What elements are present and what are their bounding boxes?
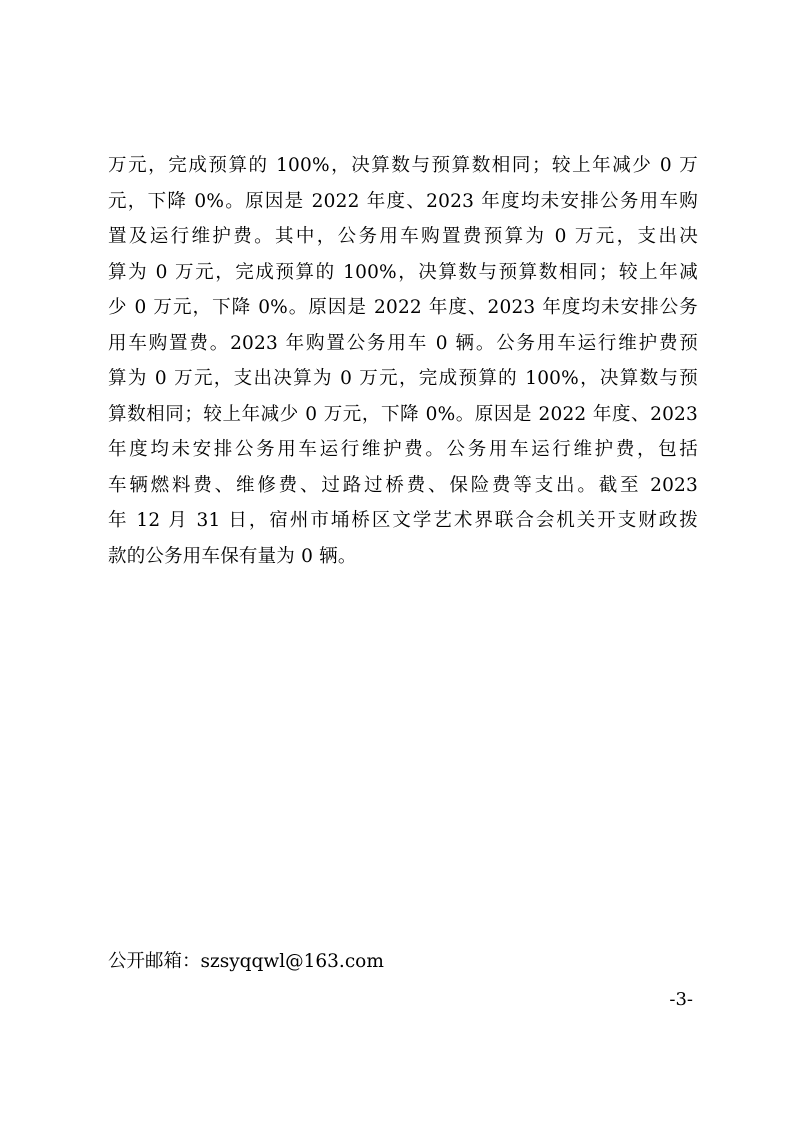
paragraph-line: 车辆燃料费、维修费、过路过桥费、保险费等支出。截至 2023 bbox=[108, 474, 698, 496]
paragraph-line: 算为 0 万元，支出决算为 0 万元，完成预算的 100%，决算数与预 bbox=[108, 368, 698, 389]
paragraph-line: 用车购置费。2023 年购置公务用车 0 辆。公务用车运行维护费预 bbox=[108, 332, 698, 354]
paragraph-line: 年 12 月 31 日，宿州市埇桥区文学艺术界联合会机关开支财政拨 bbox=[108, 510, 698, 531]
public-email: 公开邮箱：szsyqqwl@163.com bbox=[108, 951, 384, 972]
paragraph-line: 置及运行维护费。其中，公务用车购置费预算为 0 万元，支出决 bbox=[108, 226, 698, 247]
paragraph-line: 年度均未安排公务用车运行维护费。公务用车运行维护费，包括 bbox=[108, 439, 698, 460]
paragraph-line: 算为 0 万元，完成预算的 100%，决算数与预算数相同；较上年减 bbox=[108, 261, 698, 283]
paragraph-line: 元，下降 0%。原因是 2022 年度、2023 年度均未安排公务用车购 bbox=[108, 190, 698, 212]
page-number: -3- bbox=[669, 989, 693, 1010]
paragraph-line: 万元，完成预算的 100%，决算数与预算数相同；较上年减少 0 万 bbox=[108, 155, 698, 176]
body-paragraph bbox=[108, 148, 698, 574]
paragraph-line: 算数相同；较上年减少 0 万元，下降 0%。原因是 2022 年度、2023 bbox=[108, 403, 698, 425]
paragraph-line: 款的公务用车保有量为 0 辆。 bbox=[108, 545, 357, 567]
paragraph-line: 少 0 万元，下降 0%。原因是 2022 年度、2023 年度均未安排公务 bbox=[108, 297, 698, 318]
